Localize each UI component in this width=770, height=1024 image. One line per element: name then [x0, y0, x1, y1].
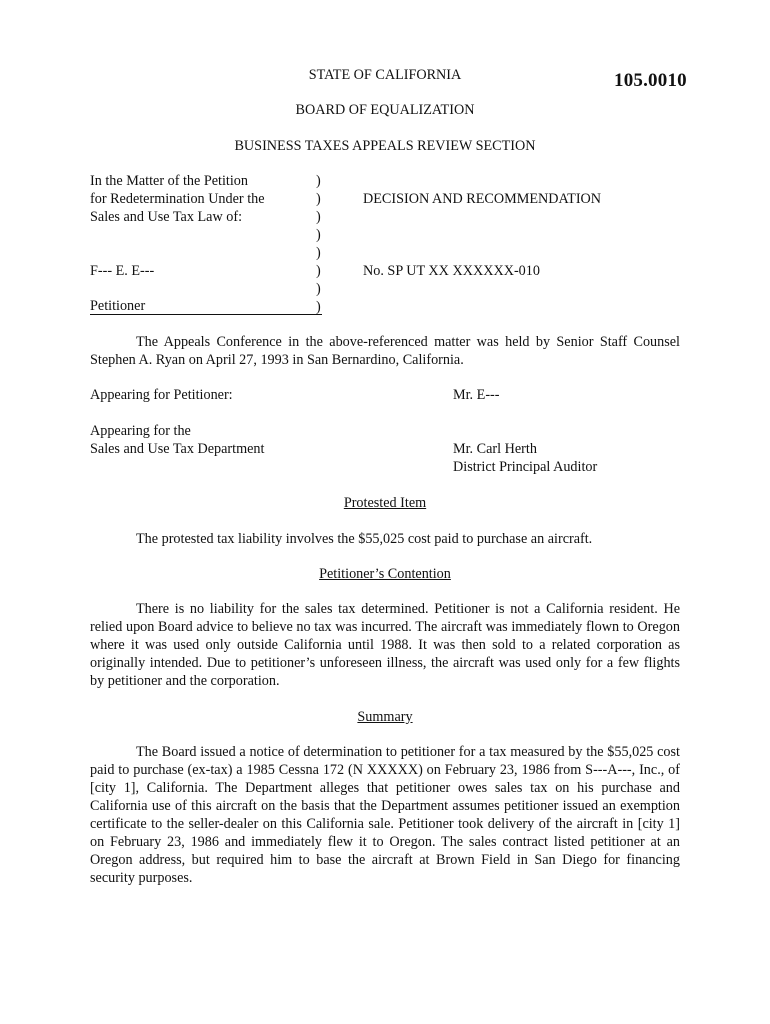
- caption-line-3: Sales and Use Tax Law of:: [90, 209, 243, 225]
- appearing-department-label-1: Appearing for the: [90, 423, 191, 439]
- contention-text: There is no liability for the sales tax determined. Petitioner is not a California resident. He relied upon Board advice to believe no tax was incurred. The aircraft was immediately flown to Oregon where it was used only outside California until 1988. It was then sold to a related corporation as originally intended. Due to petitioner’s unforeseen illness, the aircraft was used only for a few flights by petitioner and the corporation.: [90, 601, 680, 689]
- caption-paren: ): [316, 245, 321, 261]
- protested-item-heading: Protested Item: [343, 495, 427, 511]
- protested-item-text: The protested tax liability involves the $55,025 cost paid to purchase an aircraft.: [136, 531, 593, 547]
- contention-heading: Petitioner’s Contention: [319, 566, 451, 582]
- caption-line-2: for Redetermination Under the: [90, 191, 265, 207]
- appearing-department-value-2: District Principal Auditor: [453, 459, 598, 475]
- petitioner-name: F--- E. E---: [90, 263, 155, 279]
- appearing-petitioner-label: Appearing for Petitioner:: [90, 387, 233, 403]
- intro-paragraph: The Appeals Conference in the above-referenced matter was held by Senior Staff Counsel Stephen A. Ryan on April 27, 1993 in San Bernardino, California.: [90, 334, 680, 368]
- section-heading: BUSINESS TAXES APPEALS REVIEW SECTION: [234, 138, 536, 154]
- decision-title: DECISION AND RECOMMENDATION: [363, 191, 602, 207]
- appearing-department-label-2: Sales and Use Tax Department: [90, 441, 265, 457]
- caption-paren: ): [316, 209, 321, 225]
- board-heading: BOARD OF EQUALIZATION: [295, 102, 475, 118]
- document-number: 105.0010: [614, 70, 687, 91]
- petitioner-line: [90, 297, 322, 315]
- petitioner-label: Petitioner: [90, 298, 146, 314]
- state-heading: STATE OF CALIFORNIA: [308, 67, 462, 83]
- caption-paren: ): [316, 299, 321, 315]
- appearing-department-value-1: Mr. Carl Herth: [453, 441, 537, 457]
- caption-paren: ): [316, 227, 321, 243]
- appearing-petitioner-value: Mr. E---: [453, 387, 500, 403]
- summary-text: The Board issued a notice of determination to petitioner for a tax measured by the $55,025 cost paid to purchase (ex-tax) a 1985 Cessna 172 (N XXXXX) on February 23, 1986 from S---A---, Inc., of [city 1], California. The Department alleges that petitioner owes sales tax on his purchase and California use of this aircraft on the basis that the Department assumes petitioner issued an exemption certificate to the seller-dealer on this California sale. Petitioner took delivery of the aircraft in [city 1] on February 23, 1986 and immediately flew it to Oregon. The sales contract listed petitioner at an Oregon address, but required him to base the aircraft at Brown Field in San Diego for financing security purposes.: [90, 744, 680, 886]
- caption-paren: ): [316, 173, 321, 189]
- case-number: No. SP UT XX XXXXXX-010: [363, 263, 540, 279]
- caption-line-1: In the Matter of the Petition: [90, 173, 248, 189]
- caption-paren: ): [316, 191, 321, 207]
- caption-paren: ): [316, 281, 321, 297]
- caption-paren: ): [316, 263, 321, 279]
- summary-heading: Summary: [357, 709, 413, 725]
